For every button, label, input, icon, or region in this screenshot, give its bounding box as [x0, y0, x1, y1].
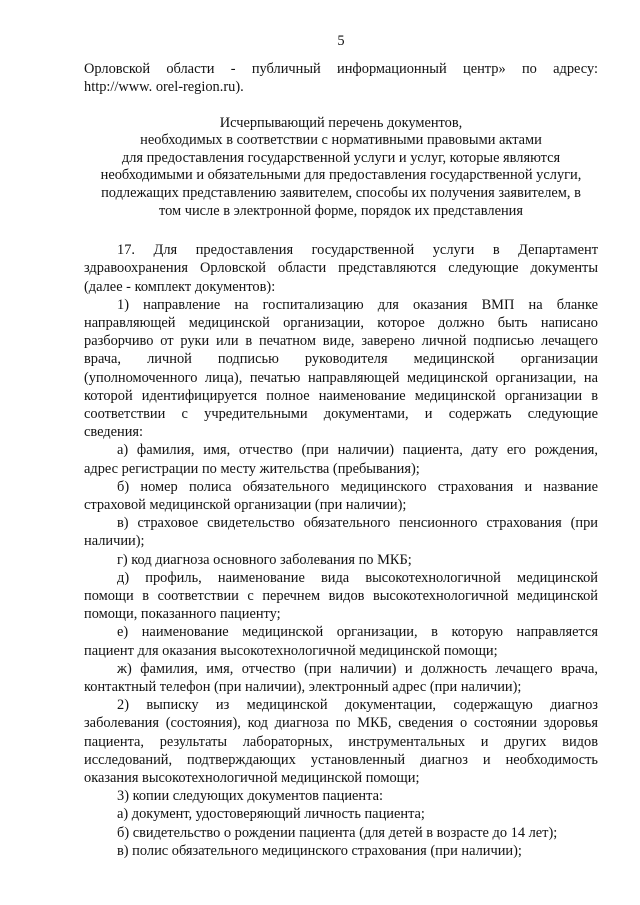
heading-line: подлежащих представлению заявителем, способы их получения заявителем, в	[101, 184, 581, 201]
paragraph	[84, 660, 598, 696]
paragraph	[84, 787, 598, 805]
paragraph-line: здравоохранения Орловской области представляются следующие документы	[84, 260, 598, 277]
paragraph-line: в) полис обязательного медицинского страхования (при наличии);	[117, 842, 522, 859]
paragraph-line: пациента, результаты лабораторных, инструментальных и других видов	[84, 733, 598, 750]
paragraph-line: оказания высокотехнологичной медицинской помощи;	[84, 770, 420, 787]
document-page	[84, 32, 598, 860]
paragraph	[84, 842, 598, 860]
paragraph-line: помощи, показанного пациенту;	[84, 606, 281, 623]
heading-line: необходимыми и обязательными для предоставления государственной услуги,	[100, 167, 582, 184]
paragraph-line: а) документ, удостоверяющий личность пациента;	[117, 806, 425, 823]
intro-line: http://www. orel-region.ru).	[84, 79, 244, 96]
paragraph-line: а) фамилия, имя, отчество (при наличии) пациента, дату его рождения,	[117, 442, 598, 459]
paragraph-line: (далее - комплект документов):	[84, 278, 276, 295]
paragraph-line: наличии);	[84, 533, 145, 550]
paragraph-line: в) страховое свидетельство обязательного пенсионного страхования (при	[117, 515, 598, 532]
paragraph	[84, 551, 598, 569]
paragraph-line: заболевания (состояния), код диагноза по МКБ, сведения о состоянии здоровья	[84, 715, 598, 732]
paragraph	[84, 696, 598, 787]
paragraph-line: б) свидетельство о рождении пациента (для детей в возрасте до 14 лет);	[117, 824, 558, 841]
paragraph	[84, 569, 598, 624]
paragraph-line: 3) копии следующих документов пациента:	[117, 788, 383, 805]
paragraph-line: направляющей медицинской организации, которое должно быть написано	[84, 314, 598, 331]
paragraph-line: д) профиль, наименование вида высокотехнологичной медицинской	[117, 569, 598, 586]
paragraph-line: пациент для оказания высокотехнологичной медицинской помощи;	[84, 642, 498, 659]
heading-line: необходимых в соответствии с нормативными правовыми актами	[140, 132, 542, 149]
heading-line: для предоставления государственной услуги и услуг, которые являются	[121, 149, 561, 166]
paragraph	[84, 824, 598, 842]
paragraph-line: контактный телефон (при наличии), электронный адрес (при наличии);	[84, 679, 522, 696]
intro-line: Орловской области - публичный информационный центр» по адресу:	[84, 61, 598, 78]
paragraph-line: 17. Для предоставления государственной услуги в Департамент	[117, 242, 598, 259]
paragraph-line: е) наименование медицинской организации, в которую направляется	[117, 624, 598, 641]
paragraph-line: 1) направление на госпитализацию для оказания ВМП на бланке	[117, 296, 598, 313]
paragraph-line: помощи в соответствии с перечнем видов высокотехнологичной медицинской	[84, 588, 598, 605]
paragraph-line: страховой медицинской организации (при наличии);	[84, 497, 407, 514]
paragraph-line: адрес регистрации по месту жительства (пребывания);	[84, 460, 420, 477]
paragraph-line: врача, личной подписью руководителя медицинской организации	[84, 351, 598, 368]
page-number: 5	[337, 33, 345, 49]
paragraph	[84, 241, 598, 296]
paragraph	[84, 805, 598, 823]
paragraph-line: б) номер полиса обязательного медицинского страхования и название	[117, 478, 598, 495]
paragraph	[84, 514, 598, 550]
paragraph-line: которой идентифицируется полное наименование медицинской организации в	[84, 387, 598, 404]
paragraph-line: исследований, подтверждающих установленный диагноз и необходимость	[84, 751, 598, 768]
paragraph-line: г) код диагноза основного заболевания по МКБ;	[117, 551, 412, 568]
paragraph	[84, 478, 598, 514]
paragraph-line: сведения:	[84, 424, 144, 441]
paragraph-line: ж) фамилия, имя, отчество (при наличии) и должность лечащего врача,	[117, 660, 598, 677]
section-heading	[84, 115, 598, 221]
heading-line: Исчерпывающий перечень документов,	[219, 114, 463, 131]
paragraph-line: соответствии с учредительными документами, и содержать следующие	[84, 406, 598, 422]
paragraph-line: 2) выписку из медицинской документации, содержащую диагноз	[117, 697, 598, 714]
body-text	[84, 241, 598, 860]
paragraph-line: разборчиво от руки или в печатном виде, заверено личной подписью лечащего	[84, 333, 598, 350]
paragraph	[84, 441, 598, 477]
intro-paragraph	[84, 60, 598, 96]
heading-line: том числе в электронной форме, порядок их представления	[159, 202, 523, 219]
paragraph-line: (уполномоченного лица), печатью направляющей медицинской организации, на	[84, 369, 598, 386]
paragraph	[84, 296, 598, 442]
paragraph	[84, 623, 598, 659]
